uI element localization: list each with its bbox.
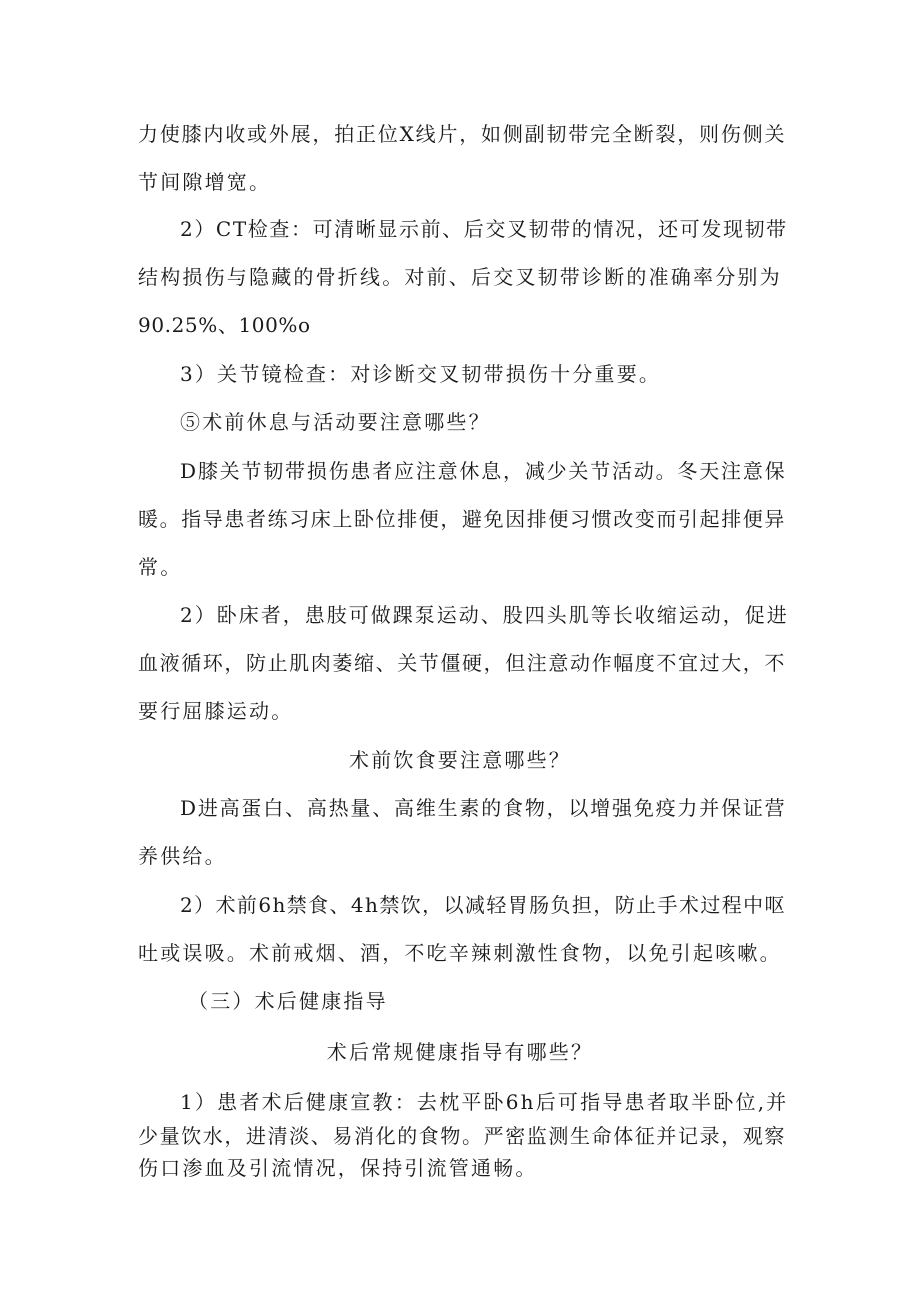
- list-item: D进高蛋白、高热量、高维生素的食物，以增强免疫力并保证营: [180, 796, 787, 820]
- body-line: 养供给。: [138, 844, 227, 868]
- body-line: 伤口渗血及引流情况，保持引流管通畅。: [138, 1156, 538, 1180]
- section-heading: （三）术后健康指导: [188, 989, 388, 1013]
- list-item-ct: 2）CT检查：可清晰显示前、后交叉韧带的情况，还可发现韧带: [180, 217, 788, 241]
- list-item: 2）术前6h禁食、4h禁饮，以减轻胃肠负担，防止手术过程中呕: [180, 893, 786, 917]
- body-line: 要行屈膝运动。: [138, 699, 294, 723]
- body-line: 少量饮水，进清淡、易消化的食物。严密监测生命体征并记录，观察: [138, 1124, 786, 1148]
- body-line: 节间隙增宽。: [138, 170, 272, 194]
- body-line: 力使膝内收或外展，拍正位X线片，如侧副韧带完全断裂，则伤侧关: [138, 122, 787, 146]
- question-heading-diet: 术前饮食要注意哪些？: [349, 748, 571, 772]
- list-item: 1）患者术后健康宣教：去枕平卧6h后可指导患者取半卧位,并: [180, 1090, 789, 1114]
- list-item: D膝关节韧带损伤患者应注意休息，减少关节活动。冬天注意保: [180, 459, 787, 483]
- question-heading-postop: 术后常规健康指导有哪些？: [326, 1040, 594, 1064]
- question-heading: ⑤术前休息与活动要注意哪些？: [180, 410, 491, 434]
- body-line: 暖。指导患者练习床上卧位排便，避免因排便习惯改变而引起排便异: [138, 507, 786, 531]
- body-line: 结构损伤与隐藏的骨折线。对前、后交叉韧带诊断的准确率分别为: [138, 265, 782, 289]
- body-line: 90.25%、100%o: [138, 313, 311, 337]
- list-item: 2）卧床者，患肢可做踝泵运动、股四头肌等长收缩运动，促进: [180, 603, 789, 627]
- body-line: 吐或误吸。术前戒烟、酒，不吃辛辣刺激性食物，以免引起咳嗽。: [138, 941, 782, 965]
- list-item-arthroscopy: 3）关节镜检查：对诊断交叉韧带损伤十分重要。: [180, 362, 662, 386]
- body-line: 常。: [138, 555, 183, 579]
- body-line: 血液循环，防止肌肉萎缩、关节僵硬，但注意动作幅度不宜过大，不: [138, 651, 786, 675]
